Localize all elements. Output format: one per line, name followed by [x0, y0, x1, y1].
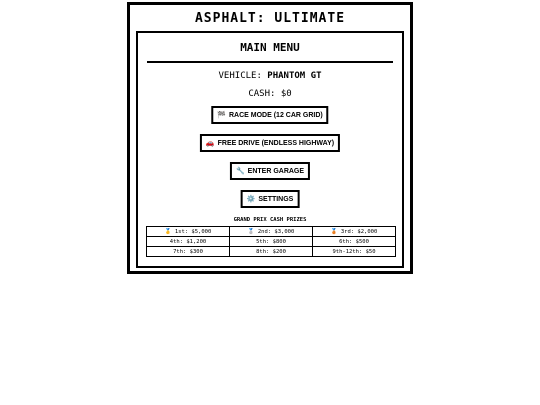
gear-icon: ⚙️ [246, 196, 256, 203]
free-drive-button[interactable] [200, 134, 340, 152]
vehicle-label: VEHICLE: [218, 71, 262, 81]
vehicle-info [138, 71, 402, 81]
settings-button[interactable] [241, 190, 300, 208]
prize-cell: 5th: $800 [230, 237, 313, 247]
prize-cell: 6th: $500 [313, 237, 396, 247]
checkered-flag-icon: 🏁 [217, 112, 226, 119]
prize-cell: 9th-12th: $50 [313, 247, 396, 257]
prize-cell: 🥈 2nd: $3,000 [230, 227, 313, 237]
cash-info [138, 89, 402, 99]
menu-heading: MAIN MENU [147, 41, 393, 63]
car-icon: 🚗 [205, 140, 215, 147]
prizes-title: GRAND PRIX CASH PRIZES [233, 217, 307, 223]
prize-cell: 8th: $200 [230, 247, 313, 257]
main-menu-panel [136, 31, 404, 268]
table-row [147, 227, 396, 237]
game-window [127, 2, 413, 274]
prize-cell: 🥇 1st: $5,000 [147, 227, 230, 237]
table-row [147, 247, 396, 257]
race-mode-label: RACE MODE (12 CAR GRID) [228, 111, 323, 119]
free-drive-label: FREE DRIVE (ENDLESS HIGHWAY) [217, 139, 335, 147]
prize-cell: 7th: $300 [147, 247, 230, 257]
table-row [147, 237, 396, 247]
prize-cell: 4th: $1,200 [147, 237, 230, 247]
settings-label: SETTINGS [258, 195, 294, 203]
cash-label: CASH: [248, 89, 276, 99]
race-mode-button[interactable] [211, 106, 328, 124]
wrench-icon: 🔧 [235, 168, 245, 175]
vehicle-value: PHANTOM GT [267, 71, 322, 81]
prize-cell: 🥉 3rd: $2,000 [313, 227, 396, 237]
game-title: ASPHALT: ULTIMATE [194, 11, 346, 26]
cash-value: $0 [280, 89, 292, 99]
enter-garage-button[interactable] [230, 162, 310, 180]
enter-garage-label: ENTER GARAGE [247, 167, 305, 175]
prize-table [146, 226, 396, 257]
